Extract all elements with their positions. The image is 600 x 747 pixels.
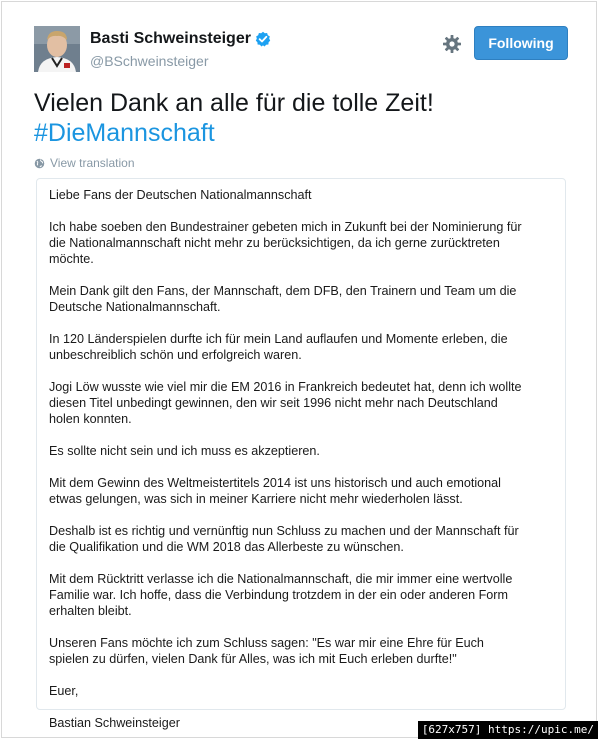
name-row [90,30,271,48]
letter-line: Mit dem Rücktritt verlasse ich die Nationalmannschaft, die mir immer eine wertvolle [49,572,513,586]
letter-line: Euer, [49,684,79,698]
avatar[interactable] [34,26,80,72]
letter-line: möchte. [49,252,94,266]
letter-line: Es sollte nicht sein und ich muss es akzeptieren. [49,444,320,458]
letter-line: Mit dem Gewinn des Weltmeistertitels 2014 ist uns historisch und auch emotional [49,476,501,490]
letter-line: Bastian Schweinsteiger [49,716,180,730]
letter-paragraph [49,331,559,363]
letter-line: Mein Dank gilt den Fans, der Mannschaft, dem DFB, den Trainern und Team um die [49,284,517,298]
following-button[interactable]: Following [474,26,568,60]
letter-line: die Qualifikation und die WM 2018 das Allerbeste zu wünschen. [49,540,404,554]
letter-line: spielen zu dürfen, vielen Dank für Alles, was ich mit Euch erleben durfte!" [49,652,457,666]
letter-line: Unseren Fans möchte ich zum Schluss sagen: "Es war mir eine Ehre für Euch [49,636,484,650]
letter-paragraph [49,443,559,459]
view-translation-label: View translation [50,156,135,170]
letter-line: etwas gelungen, was sich in meiner Karriere nicht mehr wiederholen lässt. [49,492,463,506]
letter-paragraph [49,523,559,555]
letter-line: Familie war. Ich hoffe, dass die Verbindung trotzdem in der ein oder anderen Form [49,588,508,602]
letter-line: Deutsche Nationalmannschaft. [49,300,221,314]
tweet-text [34,88,574,148]
avatar-image [34,26,80,72]
letter-paragraph [49,683,559,699]
image-watermark: [627x757] https://upic.me/ [418,721,598,739]
attached-letter-image[interactable] [36,178,566,730]
letter-text [49,187,559,747]
letter-paragraph [49,379,559,427]
letter-paragraph [49,635,559,667]
letter-line: In 120 Länderspielen durfte ich für mein Land auflaufen und Momente erleben, die [49,332,508,346]
letter-paragraph [49,475,559,507]
letter-greeting: Liebe Fans der Deutschen Nationalmannschaft [49,188,312,202]
tweet-text-line: Vielen Dank an alle für die tolle Zeit! [34,89,434,117]
letter-paragraph [49,283,559,315]
letter-line: Jogi Löw wusste wie viel mir die EM 2016 in Frankreich bedeutet hat, denn ich wollte [49,380,522,394]
letter-line: die Nationalmannschaft nicht mehr zu berücksichtigen, da ich gerne zurücktreten [49,236,500,250]
tweet-header [34,26,574,74]
verified-badge-icon [255,31,271,47]
letter-line: diesen Titel unbedingt gewinnen, den wir seit 1996 nicht mehr nach Deutschland [49,396,498,410]
letter-line: erhalten bleibt. [49,604,132,618]
user-handle[interactable]: @BSchweinsteiger [90,53,209,69]
globe-icon [34,158,45,169]
letter-line: Ich habe soeben den Bundestrainer gebeten mich in Zukunft bei der Nominierung für [49,220,522,234]
letter-line: Deshalb ist es richtig und vernünftig nun Schluss zu machen und der Mannschaft für [49,524,519,538]
view-translation-link[interactable] [34,156,135,170]
letter-paragraph [49,219,559,267]
display-name[interactable]: Basti Schweinsteiger [90,30,251,47]
letter-paragraph [49,571,559,619]
letter-line: holen konnten. [49,412,132,426]
gear-icon[interactable] [442,34,462,54]
letter-line: unbeschreiblich schön und erfolgreich waren. [49,348,302,362]
hashtag-link[interactable]: #DieMannschaft [34,119,215,147]
